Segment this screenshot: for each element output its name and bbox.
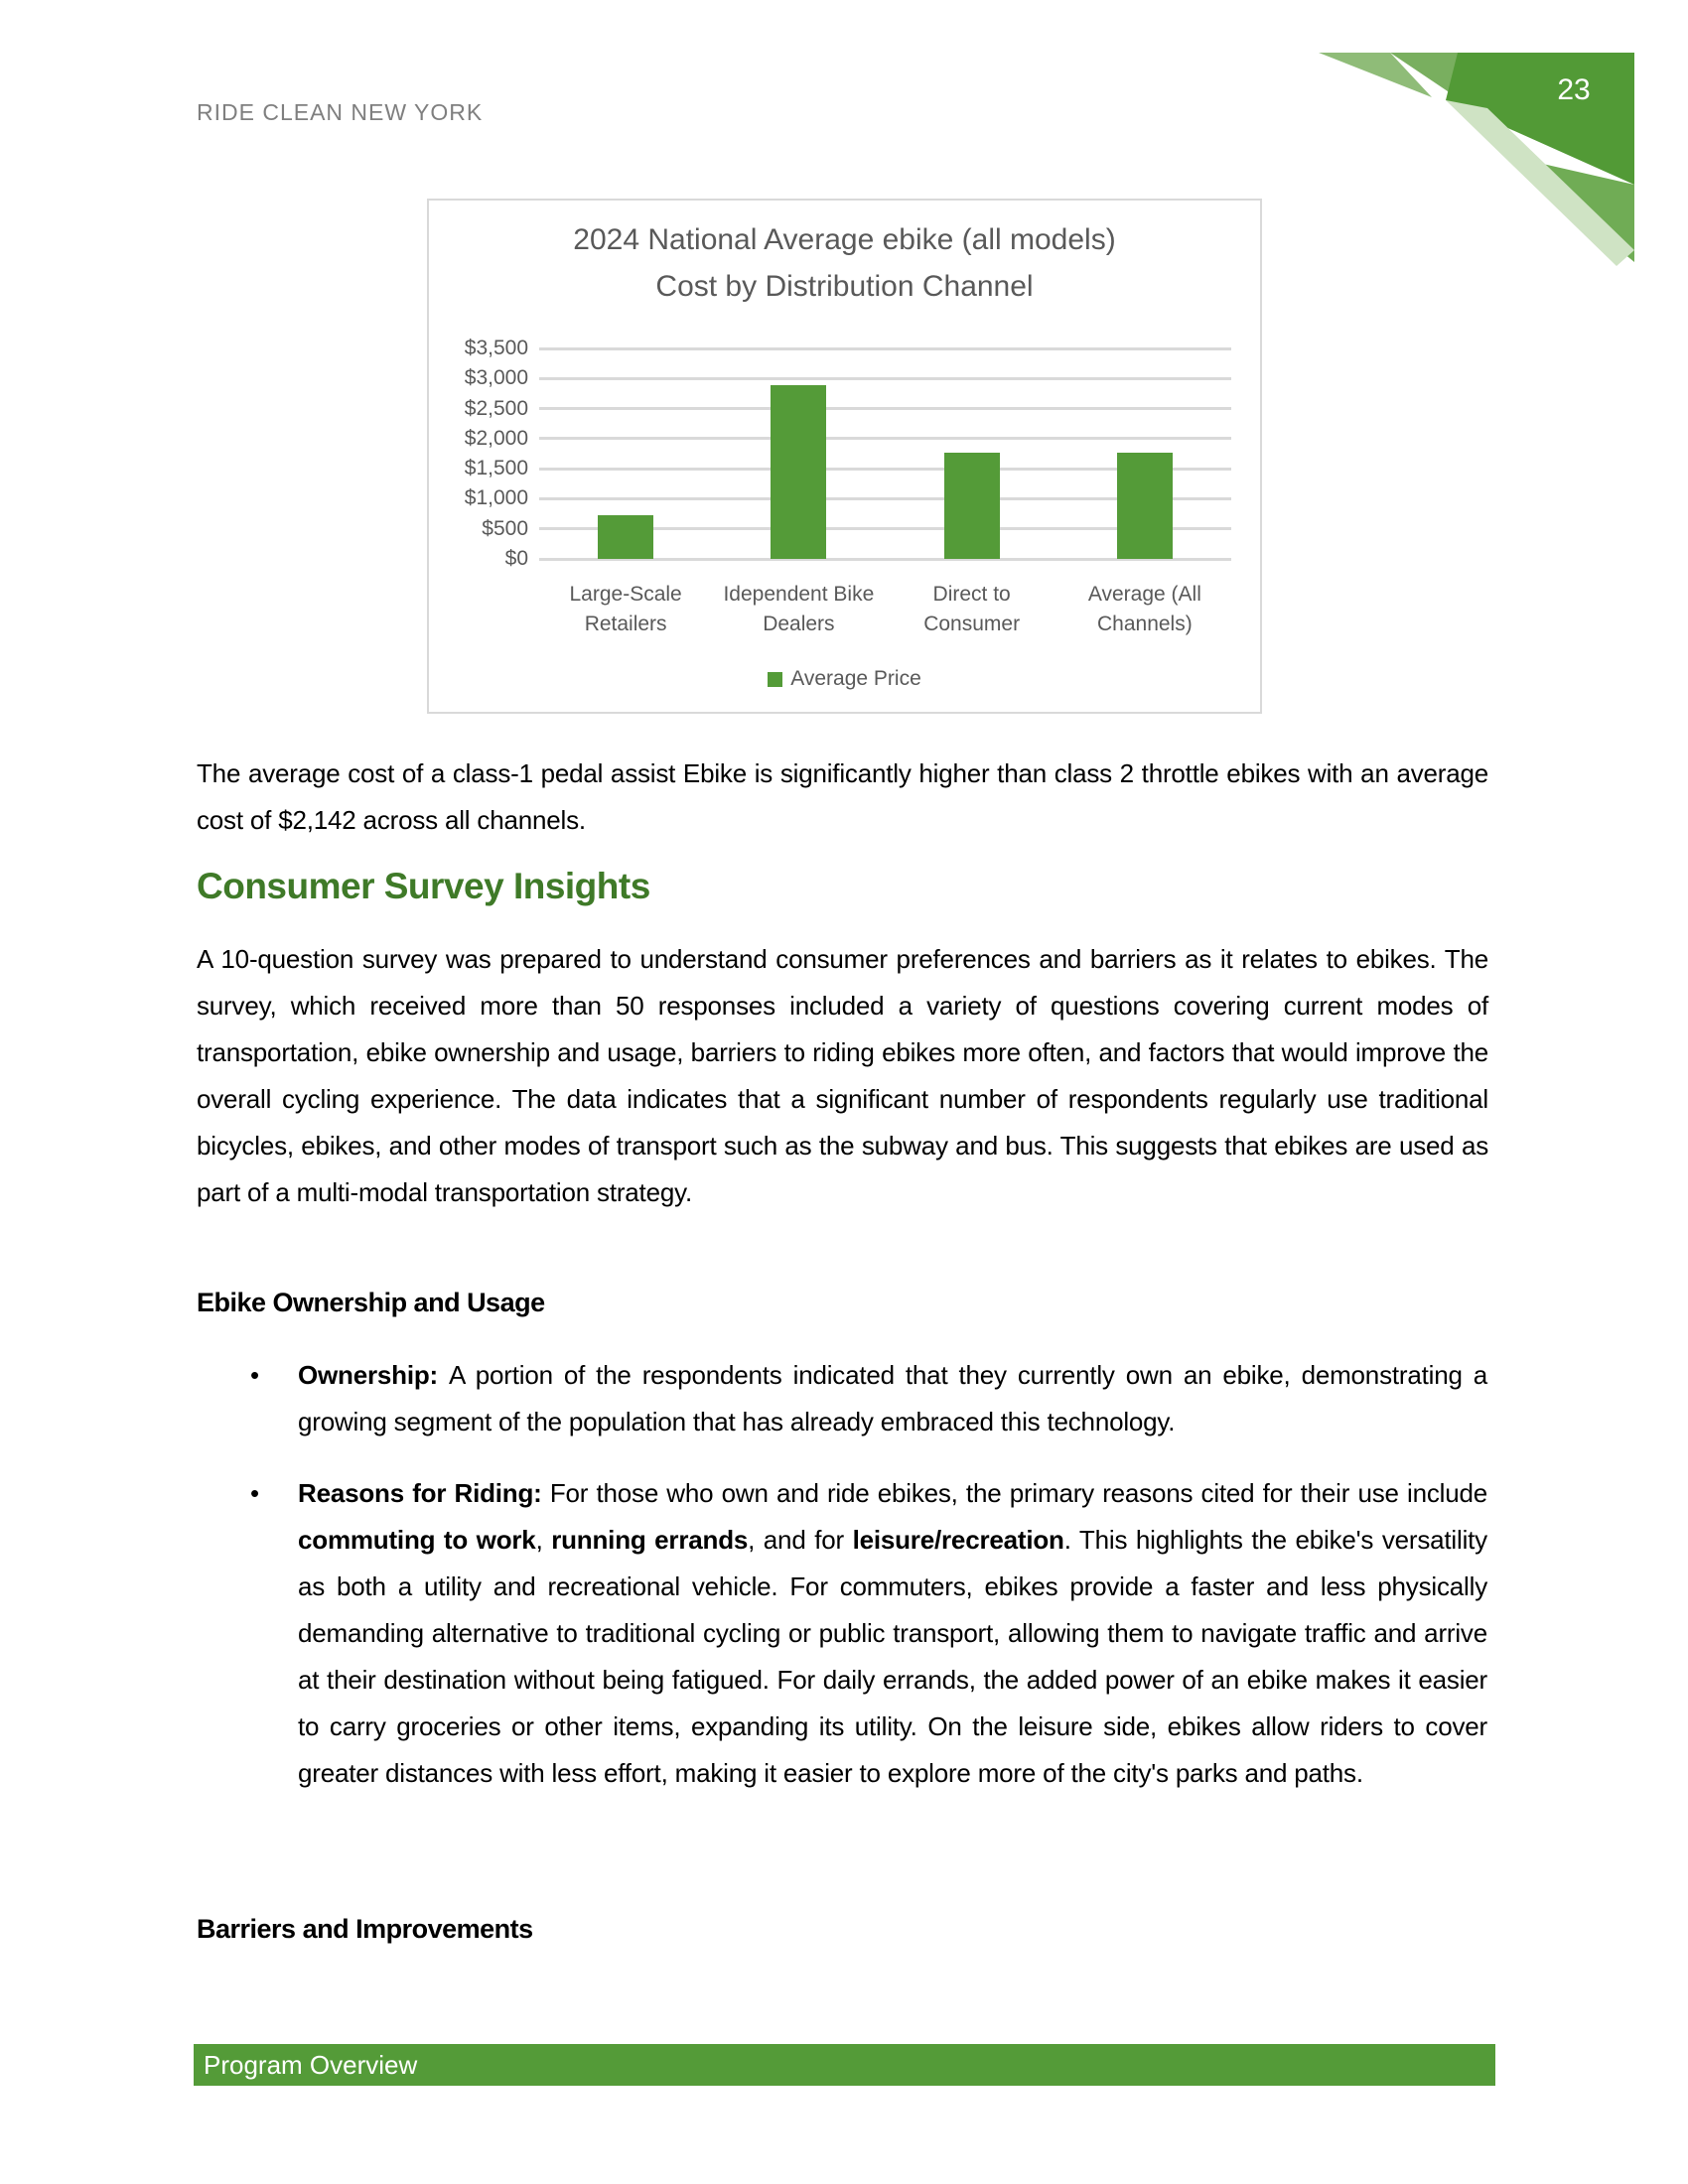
bullet-text-bold: leisure/recreation: [852, 1525, 1064, 1555]
chart-ytick-label: $1,500: [464, 457, 528, 480]
chart-ytick-label: $500: [482, 516, 528, 540]
bullet-text: A portion of the respondents indicated that they currently own an ebike, demonstrating a growing segment of the population that has already embraced this technology.: [298, 1360, 1487, 1436]
subheading-ebike-ownership-usage: Ebike Ownership and Usage: [197, 1288, 545, 1317]
chart-category-label-line: Average (All: [1087, 583, 1201, 606]
chart-ytick-label: $3,500: [464, 337, 528, 359]
bullet-text-bold: running errands: [551, 1525, 749, 1555]
page-number: 23: [1557, 73, 1591, 106]
paragraph-survey-overview: A 10-question survey was prepared to understand consumer preferences and barriers as it relates to ebikes. The survey, which received more than 50 responses included a variety of questions covering current modes of transportation, ebike ownership and usage, barriers to riding ebikes more often, and factors that would improve the overall cycling experience. The data indicates that a significant number of respondents regularly use traditional bicycles, ebikes, and other modes of transport such as the subway and bus. This suggests that ebikes are used as part of a multi-modal transportation strategy.: [197, 944, 1488, 1207]
legend-swatch-icon: [768, 672, 782, 687]
chart-title: [429, 216, 1260, 310]
bullet-item: [250, 1470, 1487, 1797]
chart-category-label: [539, 580, 712, 639]
chart-category-label-line: Dealers: [763, 613, 835, 635]
subheading-barriers-improvements: Barriers and Improvements: [197, 1914, 533, 1944]
heading-consumer-survey-insights: Consumer Survey Insights: [197, 866, 650, 906]
chart-bar: [771, 385, 826, 559]
chart-category-label-line: Large-Scale: [569, 583, 682, 606]
chart-ytick-label: $3,000: [464, 366, 528, 390]
bullet-text-bold: Reasons for Riding:: [298, 1478, 550, 1508]
chart-bar: [1117, 453, 1173, 559]
bullet-item: [250, 1352, 1487, 1445]
bullet-marker: •: [250, 1360, 259, 1390]
chart-gridline: [539, 347, 1231, 350]
bullet-text: ,: [535, 1525, 552, 1555]
chart-ytick-label: $1,000: [464, 486, 528, 510]
page-header: RIDE CLEAN NEW YORK: [197, 99, 484, 125]
chart-ytick-label: $2,000: [464, 426, 528, 450]
chart-category-label-line: Retailers: [584, 613, 667, 635]
bullet-text: , and for: [748, 1525, 853, 1555]
bullet-text: For those who own and ride ebikes, the primary reasons cited for their use include: [549, 1478, 1487, 1508]
chart-category-label-line: Consumer: [923, 613, 1021, 635]
chart-category-label: [1058, 580, 1231, 639]
chart-bar: [598, 515, 653, 559]
chart: [427, 199, 1262, 714]
bullet-list: [197, 1352, 1488, 1822]
chart-gridline: [539, 437, 1231, 440]
chart-title-line: 2024 National Average ebike (all models): [573, 223, 1116, 256]
chart-bar: [944, 453, 1000, 559]
chart-ytick-label: $0: [504, 547, 528, 570]
bullet-text-bold: Ownership:: [298, 1360, 450, 1390]
chart-category-label-line: Direct to: [932, 583, 1011, 606]
chart-title-line: Cost by Distribution Channel: [655, 270, 1034, 303]
bullet-marker: •: [250, 1478, 259, 1508]
chart-category-label-line: Idependent Bike: [723, 583, 875, 606]
paragraph-average-cost: The average cost of a class-1 pedal assist Ebike is significantly higher than class 2 throttle ebikes with an average cost of $2,142 across all channels.: [197, 758, 1488, 835]
chart-category-label: [886, 580, 1058, 639]
chart-ytick-label: $2,500: [464, 396, 528, 420]
bullet-text: . This highlights the ebike's versatility as both a utility and recreational vehicle. For commuters, ebikes provide a faster and less physically demanding alternative to traditional cycling or public transport, allowing them to navigate traffic and arrive at their destination without being fatigued. For daily errands, the added power of an ebike makes it easier to carry groceries or other items, expanding its utility. On the leisure side, ebikes allow riders to cover greater distances with less effort, making it easier to explore more of the city's parks and paths.: [298, 1525, 1487, 1788]
chart-gridline: [539, 407, 1231, 410]
chart-category-label: [712, 580, 885, 639]
footer-bar: Program Overview: [194, 2044, 1495, 2086]
legend-label: Average Price: [790, 667, 921, 690]
chart-category-label-line: Channels): [1097, 613, 1193, 635]
chart-gridline: [539, 377, 1231, 380]
bullet-text-bold: commuting to work: [298, 1525, 536, 1555]
chart-legend: [429, 667, 1260, 691]
